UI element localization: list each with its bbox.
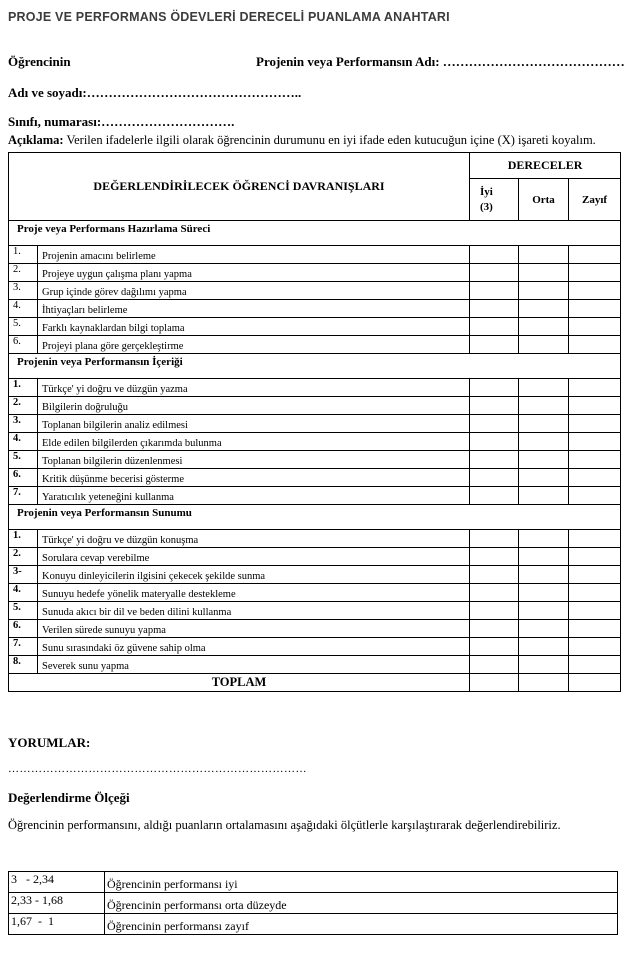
rubric-row [9, 566, 621, 584]
total-row [9, 674, 621, 692]
explanation [8, 133, 596, 148]
comments-label: YORUMLAR: [8, 735, 91, 750]
grade-box-medium[interactable] [519, 264, 569, 282]
grade-box-weak[interactable] [569, 530, 621, 548]
grade-box-good[interactable] [470, 487, 519, 505]
rubric-row [9, 469, 621, 487]
explanation-text: Verilen ifadelerle ilgili olarak öğrencinin durumunu en iyi ifade eden kutucuğun içine (X) işareti koyalım. [66, 133, 596, 147]
grade-box-good[interactable] [470, 282, 519, 300]
grade-box-good[interactable] [470, 300, 519, 318]
grade-box-good[interactable] [470, 638, 519, 656]
grade-box-medium[interactable] [519, 566, 569, 584]
section-title: Projenin veya Performansın İçeriği [9, 354, 621, 379]
grade-box-good[interactable] [470, 469, 519, 487]
grade-box-good[interactable] [470, 433, 519, 451]
page-title: PROJE VE PERFORMANS ÖDEVLERİ DERECELİ PUANLAMA ANAHTARI [8, 10, 450, 24]
scale-text: Öğrencinin performansı orta düzeyde [105, 893, 618, 914]
scale-description: Öğrencinin performansını, aldığı puanların ortalamasını aşağıdaki ölçütlerle karşılaştırarak değerlendirebiliriz. [8, 818, 561, 832]
item-number: 6. [9, 620, 38, 638]
name-field: Adı ve soyadı:………………………………………….. [8, 85, 302, 100]
grade-box-good[interactable] [470, 530, 519, 548]
grade-col-weak: Zayıf [569, 179, 621, 221]
item-number: 7. [9, 487, 38, 505]
rubric-row [9, 379, 621, 397]
grade-box-good[interactable] [470, 548, 519, 566]
scale-range: 2,33 - 1,68 [9, 893, 105, 914]
item-number: 4. [9, 300, 38, 318]
item-number: 6. [9, 336, 38, 354]
grade-box-weak[interactable] [569, 638, 621, 656]
rubric-row [9, 433, 621, 451]
scale-text: Öğrencinin performansı zayıf [105, 914, 618, 935]
scale-title: Değerlendirme Ölçeği [8, 790, 130, 805]
rubric-row [9, 397, 621, 415]
grade-box-weak[interactable] [569, 264, 621, 282]
item-text: Sunu sırasındaki öz güvene sahip olma [38, 638, 470, 656]
rubric-row [9, 415, 621, 433]
rubric-row [9, 602, 621, 620]
grade-box-good[interactable] [470, 451, 519, 469]
item-text: Bilgilerin doğruluğu [38, 397, 470, 415]
rubric-row [9, 656, 621, 674]
grade-box-weak[interactable] [569, 282, 621, 300]
grade-box-weak[interactable] [569, 397, 621, 415]
item-text: Türkçe' yi doğru ve düzgün konuşma [38, 530, 470, 548]
grade-box-weak[interactable] [569, 548, 621, 566]
explanation-label: Açıklama: [8, 133, 64, 147]
grade-box-medium[interactable] [519, 336, 569, 354]
total-label: TOPLAM [9, 674, 470, 692]
grade-box-medium[interactable] [519, 451, 569, 469]
item-text: İhtiyaçları belirleme [38, 300, 470, 318]
grade-box-weak[interactable] [569, 336, 621, 354]
item-text: Sorulara cevap verebilme [38, 548, 470, 566]
item-number: 7. [9, 638, 38, 656]
grade-box-weak[interactable] [569, 379, 621, 397]
scale-table [8, 871, 618, 935]
student-label: Öğrencinin [8, 54, 71, 69]
grade-box-good[interactable] [470, 379, 519, 397]
item-number: 6. [9, 469, 38, 487]
section-row [9, 354, 621, 379]
grade-box-weak[interactable] [569, 300, 621, 318]
item-text: Sunuyu hedefe yönelik materyalle destekleme [38, 584, 470, 602]
grade-box-weak[interactable] [569, 451, 621, 469]
grade-col-good: İyi (3) [470, 179, 519, 221]
grade-box-weak[interactable] [569, 620, 621, 638]
rubric-table [8, 152, 621, 692]
scale-body [9, 872, 618, 935]
section-title: Projenin veya Performansın Sunumu [9, 505, 621, 530]
grade-box-medium[interactable] [519, 433, 569, 451]
item-text: Yaratıcılık yeteneğini kullanma [38, 487, 470, 505]
rubric-row [9, 620, 621, 638]
item-text: Severek sunu yapma [38, 656, 470, 674]
grade-box-good[interactable] [470, 397, 519, 415]
item-text: Projenin amacını belirleme [38, 246, 470, 264]
item-number: 1. [9, 379, 38, 397]
grade-box-weak[interactable] [569, 487, 621, 505]
scale-row [9, 893, 618, 914]
item-text: Konuyu dinleyicilerin ilgisini çekecek şekilde sunma [38, 566, 470, 584]
grade-box-medium[interactable] [519, 246, 569, 264]
item-number: 5. [9, 318, 38, 336]
grade-box-good[interactable] [470, 318, 519, 336]
scale-row [9, 914, 618, 935]
rubric-row [9, 300, 621, 318]
grade-box-medium[interactable] [519, 530, 569, 548]
item-number: 4. [9, 584, 38, 602]
rubric-row [9, 282, 621, 300]
item-number: 3. [9, 282, 38, 300]
behaviors-header: DEĞERLENDİRİLECEK ÖĞRENCİ DAVRANIŞLARI [9, 153, 470, 221]
grade-box-good[interactable] [470, 584, 519, 602]
grades-header: DERECELER [470, 153, 621, 179]
rubric-row [9, 548, 621, 566]
grade-box-weak[interactable] [569, 246, 621, 264]
grade-box-medium[interactable] [519, 318, 569, 336]
item-text: Kritik düşünme becerisi gösterme [38, 469, 470, 487]
scale-range: 1,67 - 1 [9, 914, 105, 935]
grade-box-medium[interactable] [519, 656, 569, 674]
item-text: Projeye uygun çalışma planı yapma [38, 264, 470, 282]
grade-box-good[interactable] [470, 415, 519, 433]
grade-box-medium[interactable] [519, 282, 569, 300]
rubric-row [9, 336, 621, 354]
item-number: 2. [9, 548, 38, 566]
total-box-weak[interactable] [569, 674, 621, 692]
comments-dots: …………………………………………………………………… [8, 763, 307, 775]
grade-box-weak[interactable] [569, 469, 621, 487]
grade-box-medium[interactable] [519, 584, 569, 602]
rubric-body [9, 153, 621, 692]
scale-text: Öğrencinin performansı iyi [105, 872, 618, 893]
grade-box-weak[interactable] [569, 566, 621, 584]
item-number: 4. [9, 433, 38, 451]
item-number: 5. [9, 602, 38, 620]
header-row [9, 153, 621, 179]
item-number: 3- [9, 566, 38, 584]
item-number: 1. [9, 246, 38, 264]
grade-box-medium[interactable] [519, 397, 569, 415]
rubric-row [9, 530, 621, 548]
grade-box-good[interactable] [470, 264, 519, 282]
grade-box-good[interactable] [470, 620, 519, 638]
grade-box-medium[interactable] [519, 415, 569, 433]
total-box-good[interactable] [470, 674, 519, 692]
rubric-row [9, 318, 621, 336]
item-text: Verilen sürede sunuyu yapma [38, 620, 470, 638]
rubric-row [9, 246, 621, 264]
rubric-row [9, 451, 621, 469]
grade-box-weak[interactable] [569, 433, 621, 451]
item-number: 1. [9, 530, 38, 548]
grade-box-weak[interactable] [569, 584, 621, 602]
grade-box-weak[interactable] [569, 318, 621, 336]
grade-box-good[interactable] [470, 656, 519, 674]
item-text: Sunuda akıcı bir dil ve beden dilini kullanma [38, 602, 470, 620]
grade-box-good[interactable] [470, 336, 519, 354]
grade-box-medium[interactable] [519, 548, 569, 566]
grade-box-good[interactable] [470, 566, 519, 584]
rubric-row [9, 264, 621, 282]
rubric-row [9, 584, 621, 602]
grade-box-medium[interactable] [519, 638, 569, 656]
grade-box-medium[interactable] [519, 602, 569, 620]
item-text: Toplanan bilgilerin analiz edilmesi [38, 415, 470, 433]
item-text: Toplanan bilgilerin düzenlenmesi [38, 451, 470, 469]
grade-box-weak[interactable] [569, 656, 621, 674]
item-text: Farklı kaynaklardan bilgi toplama [38, 318, 470, 336]
section-title: Proje veya Performans Hazırlama Süreci [9, 221, 621, 246]
grade-box-medium[interactable] [519, 300, 569, 318]
project-name-field: Projenin veya Performansın Adı: …………………………………… [256, 54, 625, 69]
item-text: Projeyi plana göre gerçekleştirme [38, 336, 470, 354]
class-field: Sınıfı, numarası:…………………………. [8, 114, 235, 129]
item-number: 3. [9, 415, 38, 433]
rubric-row [9, 638, 621, 656]
grade-box-weak[interactable] [569, 415, 621, 433]
scale-row [9, 872, 618, 893]
total-box-medium[interactable] [519, 674, 569, 692]
section-row [9, 221, 621, 246]
scale-range: 3 - 2,34 [9, 872, 105, 893]
grade-box-good[interactable] [470, 602, 519, 620]
grade-box-good[interactable] [470, 246, 519, 264]
grade-box-medium[interactable] [519, 379, 569, 397]
item-number: 8. [9, 656, 38, 674]
grade-box-medium[interactable] [519, 487, 569, 505]
item-text: Grup içinde görev dağılımı yapma [38, 282, 470, 300]
grade-box-weak[interactable] [569, 602, 621, 620]
rubric-row [9, 487, 621, 505]
grade-box-medium[interactable] [519, 620, 569, 638]
section-row [9, 505, 621, 530]
item-number: 2. [9, 397, 38, 415]
grade-col-medium: Orta [519, 179, 569, 221]
grade-box-medium[interactable] [519, 469, 569, 487]
item-number: 2. [9, 264, 38, 282]
item-text: Türkçe' yi doğru ve düzgün yazma [38, 379, 470, 397]
item-text: Elde edilen bilgilerden çıkarımda bulunma [38, 433, 470, 451]
item-number: 5. [9, 451, 38, 469]
